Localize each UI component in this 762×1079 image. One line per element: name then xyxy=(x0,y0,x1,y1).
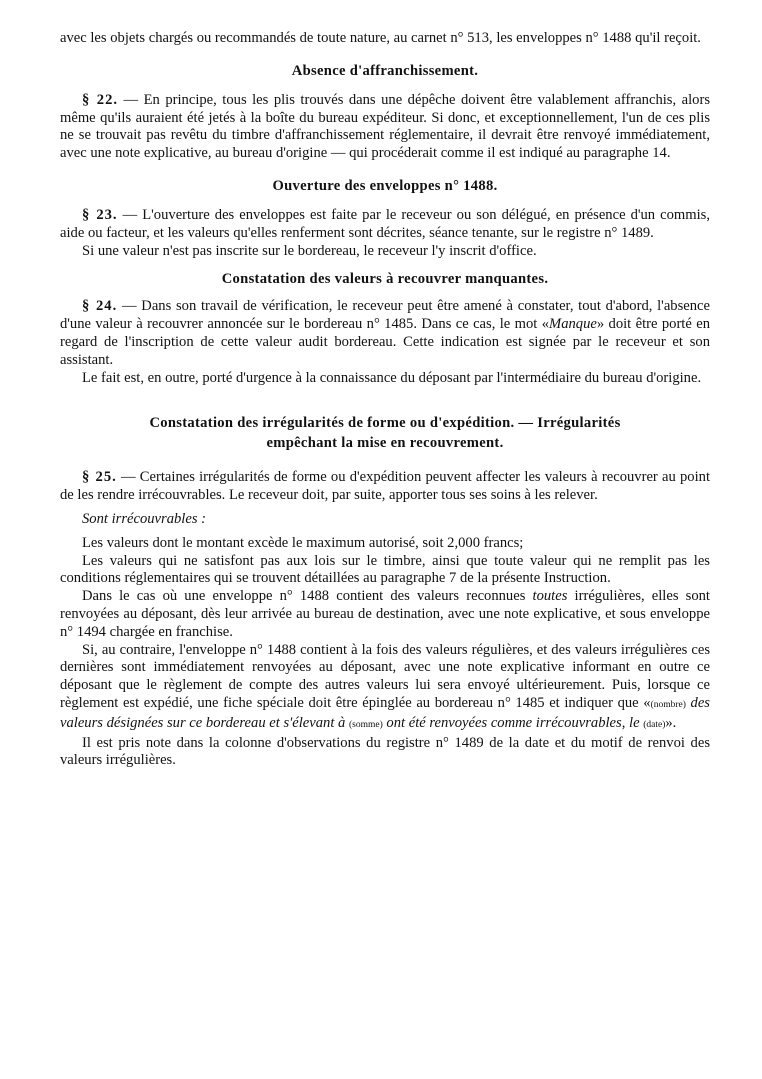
paragraph-25-p2: Les valeurs qui ne satisfont pas aux lois sur le timbre, ainsi que toute valeur qui ne remplit pas les conditions réglementaires qui se trouvent détaillées au paragraphe 7 de la présente Instruction. xyxy=(60,552,710,587)
paragraph-25-p4 xyxy=(60,642,710,735)
p4-nombre: (nombre) xyxy=(650,699,686,710)
section-number-25: § 25. xyxy=(82,469,117,486)
p3-text-a: Dans le cas où une enveloppe n° 1488 contient des valeurs reconnues xyxy=(82,588,533,605)
manque-word: Manque xyxy=(549,316,597,333)
p4-date: (date) xyxy=(643,719,666,730)
paragraph-24 xyxy=(60,298,710,369)
paragraph-25-text: — Certaines irrégularités de forme ou d'expédition peuvent affecter les valeurs à recouvrer au point de les rendre irrécouvrables. Le receveur doit, par suite, apporter tous ses soins à les relever. xyxy=(60,469,710,504)
intro-paragraph: avec les objets chargés ou recommandés de toute nature, au carnet n° 513, les enveloppes n° 1488 qu'il reçoit. xyxy=(60,30,701,46)
paragraph-25-p3 xyxy=(60,588,710,641)
paragraph-25-p5: Il est pris note dans la colonne d'observations du registre n° 1489 de la date et du motif de renvoi des valeurs irrégulières. xyxy=(60,734,710,769)
paragraph-25 xyxy=(60,469,710,505)
section-number-23: § 23. xyxy=(82,206,118,223)
sont-irrecouvrables-label: Sont irrécouvrables : xyxy=(82,510,207,527)
heading-irregularites-line2: empêchant la mise en recouvrement. xyxy=(266,435,504,452)
p4-somme: (somme) xyxy=(348,719,383,730)
p3-toutes: toutes xyxy=(532,588,568,605)
paragraph-25-p1: Les valeurs dont le montant excède le maximum autorisé, soit 2,000 francs; xyxy=(82,534,524,551)
sont-irrecouvrables xyxy=(60,511,710,529)
heading-ouverture-enveloppes: Ouverture des enveloppes n° 1488. xyxy=(272,177,498,194)
heading-valeurs-manquantes: Constatation des valeurs à recouvrer manquantes. xyxy=(221,271,549,288)
p4-text-d: ». xyxy=(665,714,677,731)
heading-irregularites-line1: Constatation des irrégularités de forme ou d'expédition. — Irrégularités xyxy=(149,415,621,432)
paragraph-23 xyxy=(60,207,710,243)
p4-text-c: ont été renvoyées comme irrécouvrables, le xyxy=(382,714,644,731)
paragraph-23-b: Si une valeur n'est pas inscrite sur le bordereau, le receveur l'y inscrit d'office. xyxy=(82,242,537,259)
heading-irregularites xyxy=(60,413,710,453)
paragraph-24-b: Le fait est, en outre, porté d'urgence à la connaissance du déposant par l'intermédiaire du bureau d'origine. xyxy=(82,369,702,386)
paragraph-24-text-b: » doit être porté en regard de l'inscription de cette valeur audit bordereau. Cette indication est signée par le receveur et son assistant. xyxy=(60,316,710,368)
heading-absence-affranchissement: Absence d'affranchissement. xyxy=(291,62,479,79)
section-number-24: § 24. xyxy=(82,298,118,315)
p3-text-b: irrégulières, elles sont renvoyées au déposant, dès leur arrivée au bureau de destination, avec une note explicative, et sous enveloppe n° 1494 chargée en franchise. xyxy=(60,588,710,640)
paragraph-23-text: — L'ouverture des enveloppes est faite par le receveur ou son délégué, en présence d'un commis, aide ou facteur, et les valeurs qu'elles renferment sont décrites, séance tenante, sur le registre n° 1489. xyxy=(60,206,711,241)
section-number-22: § 22. xyxy=(82,91,119,108)
paragraph-22 xyxy=(60,92,710,163)
paragraph-22-text: — En principe, tous les plis trouvés dans une dépêche doivent être valablement affranchis, alors même qu'ils auraient été jetés à la boîte du bureau expéditeur. Si donc, et exceptionnellement, l'un de ces plis ne se trouvait pas revêtu du timbre d'affranchissement réglementaire, il devrait être renvoyé immédiatement, avec une note explicative, au bureau d'origine — qui procéderait comme il est indiqué au paragraphe 14. xyxy=(60,91,711,162)
p4-text-b: des valeurs désignées sur ce bordereau et s'élevant à xyxy=(60,694,710,731)
paragraph-24-text-a: — Dans son travail de vérification, le receveur peut être amené à constater, tout d'abord, l'absence d'une valeur à recouvrer annoncée sur le bordereau n° 1485. Dans ce cas, le mot « xyxy=(60,298,710,333)
p4-text-a: Si, au contraire, l'enveloppe n° 1488 contient à la fois des valeurs régulières, et des valeurs irrégulières ces dernières sont immédiatement renvoyées au déposant, avec une note explicative informant en outre ce déposant que le règlement de compte des autres valeurs lui sera envoyé ultérieurement. Puis, lorsque ce règlement est expédié, une fiche spéciale doit être épinglée au bordereau n° 1485 et indiquer que « xyxy=(60,641,710,711)
